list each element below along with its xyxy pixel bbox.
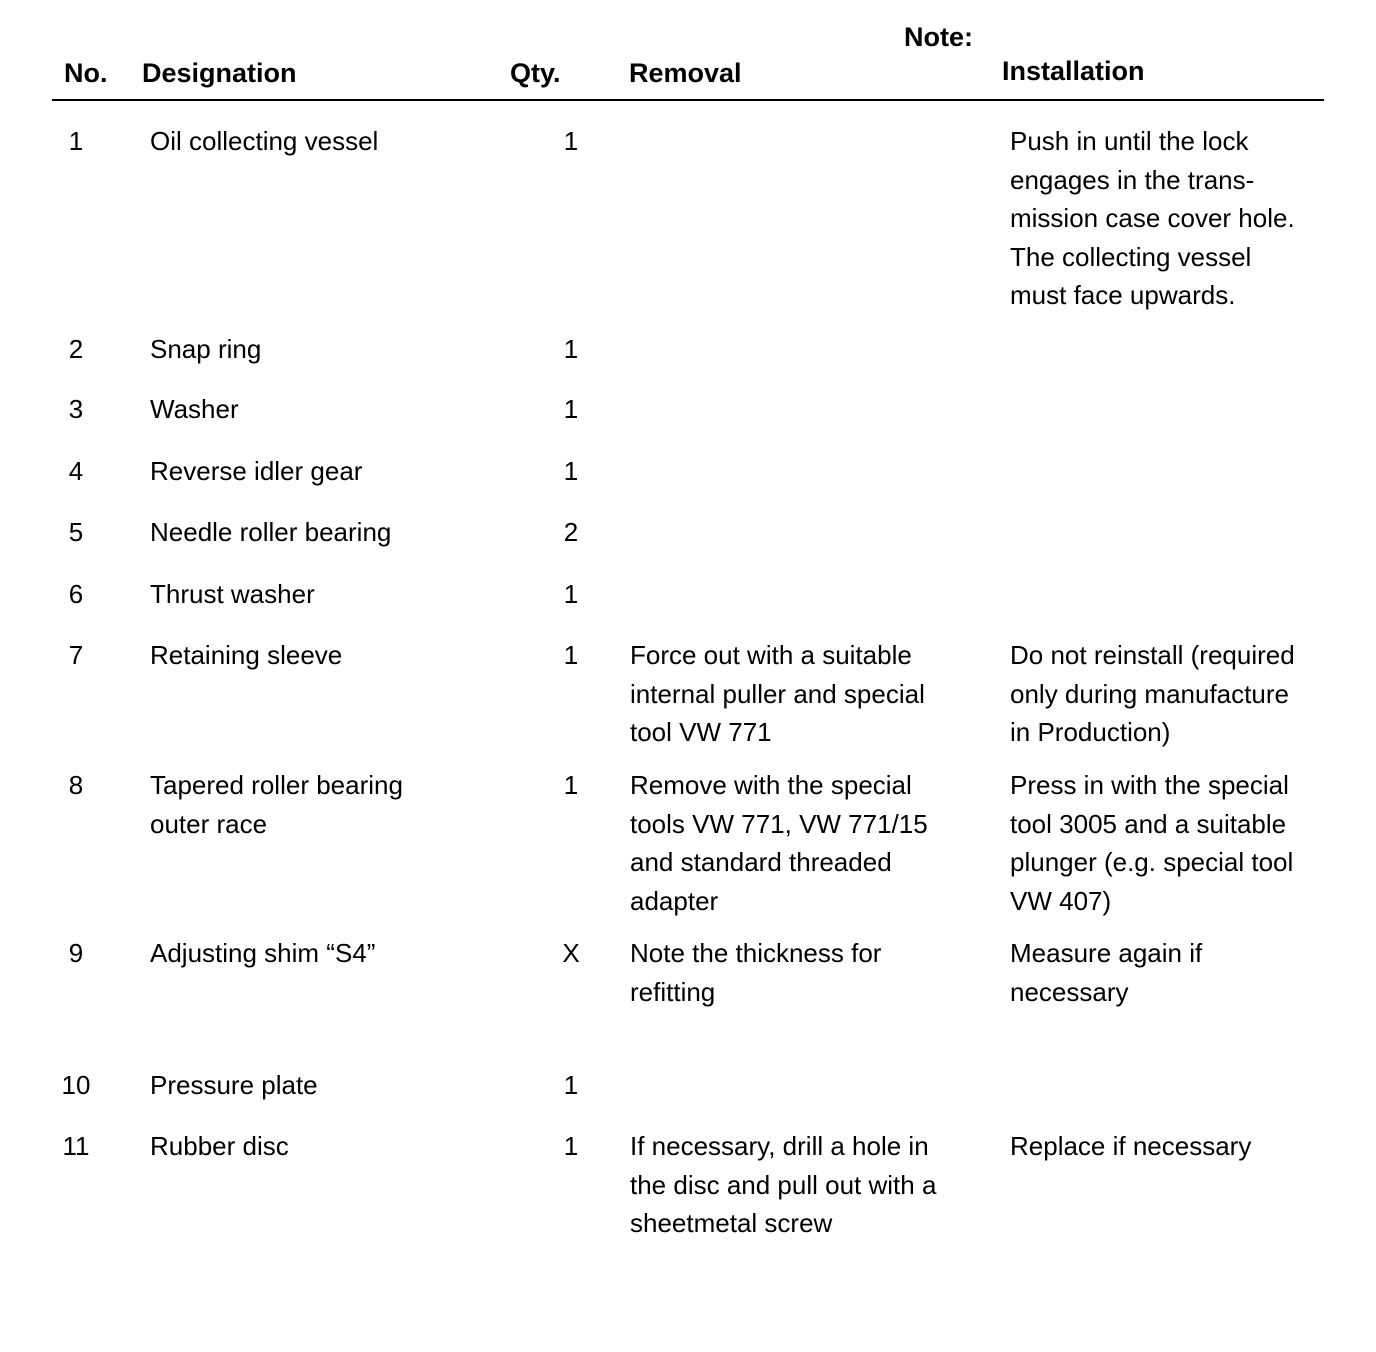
row-quantity: 1	[563, 1070, 579, 1100]
row-installation-note: plunger (e.g. special tool	[1010, 847, 1294, 877]
row-quantity: 1	[563, 640, 579, 670]
row-quantity: 1	[563, 579, 579, 609]
row-number: 3	[68, 394, 84, 424]
row-installation-note: in Production)	[1010, 717, 1171, 747]
row-removal-note: adapter	[630, 885, 719, 916]
row-number: 1	[68, 126, 84, 156]
row-quantity: 1	[563, 456, 579, 486]
row-number: 9	[68, 938, 84, 968]
row-installation-note: The collecting vessel	[1010, 241, 1252, 272]
row-removal-note: tools VW 771, VW 771/15	[630, 808, 928, 839]
row-number: 11	[62, 1131, 90, 1161]
row-installation-note: VW 407)	[1010, 885, 1112, 916]
row-removal-note: sheetmetal screw	[630, 1208, 833, 1238]
row-removal-note: Remove with the special	[630, 770, 912, 800]
row-number: 8	[68, 770, 84, 800]
header-removal: Removal	[629, 58, 742, 88]
row-designation: Snap ring	[150, 334, 262, 364]
row-installation-note: mission case cover hole.	[1010, 203, 1295, 233]
header-qty: Qty.	[510, 58, 561, 88]
row-installation-note: Press in with the special	[1010, 770, 1289, 800]
row-removal-note: the disc and pull out with a	[630, 1169, 937, 1200]
row-designation: Needle roller bearing	[150, 517, 392, 547]
row-number: 7	[68, 640, 84, 670]
header-designation: Designation	[142, 58, 297, 88]
row-installation-note: must face upwards.	[1010, 280, 1236, 310]
row-removal-note: tool VW 771	[630, 717, 772, 747]
row-quantity: 2	[563, 517, 579, 547]
row-designation: Rubber disc	[150, 1131, 289, 1161]
row-quantity: 1	[563, 770, 579, 800]
row-installation-note: necessary	[1010, 976, 1129, 1007]
row-designation: Retaining sleeve	[150, 640, 343, 670]
row-quantity: 1	[563, 334, 579, 364]
row-removal-note: Note the thickness for	[630, 938, 882, 968]
row-designation: outer race	[150, 808, 268, 839]
header-note: Note:	[904, 22, 973, 52]
row-designation: Washer	[150, 394, 239, 424]
row-installation-note: only during manufacture	[1010, 678, 1289, 709]
row-number: 2	[68, 334, 84, 364]
row-number: 4	[68, 456, 84, 486]
row-installation-note: engages in the trans-	[1010, 164, 1255, 195]
row-designation: Tapered roller bearing	[150, 770, 403, 800]
row-installation-note: tool 3005 and a suitable	[1010, 808, 1287, 839]
row-designation: Pressure plate	[150, 1070, 318, 1100]
row-designation: Reverse idler gear	[150, 456, 363, 486]
row-quantity: 1	[563, 1131, 579, 1161]
row-removal-note: and standard threaded	[630, 847, 892, 877]
row-installation-note: Do not reinstall (required	[1010, 640, 1295, 670]
row-installation-note: Push in until the lock	[1010, 126, 1249, 156]
header-no: No.	[64, 58, 108, 88]
row-quantity: X	[562, 938, 580, 968]
row-quantity: 1	[563, 394, 579, 424]
row-removal-note: If necessary, drill a hole in	[630, 1131, 929, 1161]
row-installation-note: Replace if necessary	[1010, 1131, 1252, 1161]
row-installation-note: Measure again if	[1010, 938, 1203, 968]
row-number: 5	[68, 517, 84, 547]
row-quantity: 1	[563, 126, 579, 156]
header-installation: Installation	[1002, 56, 1145, 86]
row-removal-note: internal puller and special	[630, 678, 925, 709]
row-designation: Oil collecting vessel	[150, 126, 379, 156]
row-designation: Thrust washer	[150, 579, 315, 609]
row-number: 10	[61, 1070, 91, 1100]
row-number: 6	[68, 579, 84, 609]
row-removal-note: Force out with a suitable	[630, 640, 912, 670]
row-removal-note: refitting	[630, 976, 716, 1007]
row-designation: Adjusting shim “S4”	[150, 938, 376, 968]
header-rule	[52, 99, 1324, 101]
